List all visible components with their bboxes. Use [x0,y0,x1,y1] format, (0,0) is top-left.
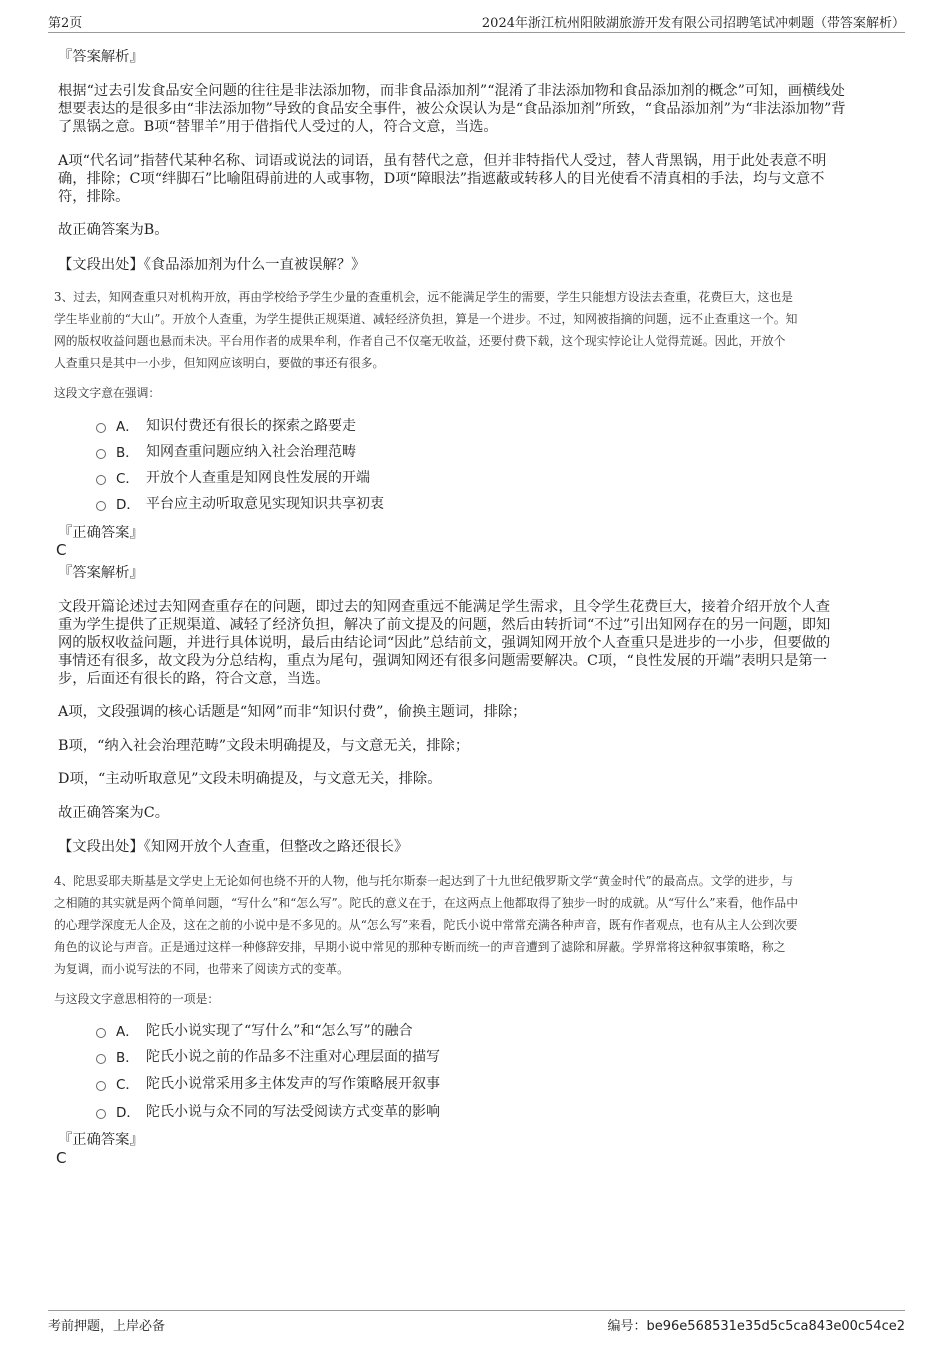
conclusion: 故正确答案为C。 [58,805,170,821]
analysis-heading: 『答案解析』 [58,565,144,581]
option-text: 知识付费还有很长的探索之路要走 [146,418,356,434]
option-text: 陀氏小说与众不同的写法受阅读方式变革的影响 [146,1104,440,1120]
option-d[interactable] [96,1100,440,1122]
correct-answer-heading: 『正确答案』 [58,525,144,541]
option-c[interactable] [96,466,370,488]
exclusion-b: B项，“纳入社会治理范畴”文段未明确提及，与文意无关，排除； [58,738,470,754]
conclusion: 故正确答案为B。 [58,222,169,238]
page-footer [48,1310,905,1333]
option-letter: D． [116,1105,140,1121]
question-prompt: 与这段文字意思相符的一项是： [54,992,220,1006]
option-b[interactable] [96,440,356,462]
source: 【文段出处】《食品添加剂为什么一直被误解？》 [58,257,366,273]
radio-button[interactable] [96,423,106,433]
footer-slogan: 考前押题，上岸必备 [48,1319,166,1334]
question-text-line: 角色的议论与声音。正是通过这样一种修辞安排，早期小说中常见的那种专断而统一的声音遭到了滤除和屏蔽。学界常将这种叙事策略，称之 [54,940,786,954]
analysis-line: 文段开篇论述过去知网查重存在的问题，即过去的知网查重远不能满足学生需求，且令学生花费巨大，接着介绍开放个人查 [58,599,831,615]
option-letter: D． [116,497,140,513]
analysis-line: 网的版权收益问题，并进行具体说明，最后由结论词“因此”总结前文，强调知网开放个人查重只是进步的一小步，但要做的 [58,635,831,651]
question-text-line: 的心理学深度无人企及，这在之前的小说中是不多见的。从“怎么写”来看，陀氏小说中常常充满各种声音，既有作者观点，也有从主人公到次要 [54,918,798,932]
question-prompt: 这段文字意在强调： [54,386,161,400]
source: 【文段出处】《知网开放个人查重，但整改之路还很长》 [58,839,409,855]
document-title: 2024年浙江杭州阳陂湖旅游开发有限公司招聘笔试冲刺题（带答案解析） [481,16,905,31]
correct-answer: C [56,1149,67,1167]
analysis-line: 想要表达的是很多由“非法添加物”导致的食品安全事件，被公众误认为是“食品添加剂”所致，“食品添加剂”为“非法添加物”背 [58,101,846,117]
correct-answer-heading: 『正确答案』 [58,1132,144,1148]
radio-button[interactable] [96,1054,106,1064]
analysis-line: 根据“过去引发食品安全问题的往往是非法添加物，而非食品添加剂”“混淆了非法添加物和食品添加剂的概念”可知，画横线处 [58,83,845,99]
radio-button[interactable] [96,1081,106,1091]
question-text-line: 之相随的其实就是两个简单问题，“写什么”和“怎么写”。陀氏的意义在于，在这两点上他都取得了独步一时的成就。从“写什么”来看，他作品中 [54,896,799,910]
page-header [48,10,905,33]
question-text-line: 人查重只是其中一小步，但知网应该明白，要做的事还有很多。 [54,356,385,370]
exclusion-d: D项，“主动听取意见”文段未明确提及，与文意无关，排除。 [58,771,442,787]
radio-button[interactable] [96,449,106,459]
analysis-line: 了黑锅之意。B项“替罪羊”用于借指代人受过的人，符合文意，当选。 [58,119,498,135]
option-d[interactable] [96,492,384,514]
option-a[interactable] [96,414,356,436]
option-letter: A． [116,1024,139,1040]
option-c[interactable] [96,1072,440,1094]
radio-button[interactable] [96,475,106,485]
option-text: 陀氏小说之前的作品多不注重对心理层面的描写 [146,1049,440,1065]
analysis-line: 步，后面还有很长的路，符合文意，当选。 [58,671,330,687]
question-text-line: 网的版权收益问题也悬而未决。平台用作者的成果牟利，作者自己不仅毫无收益，还要付费下载，这个现实悖论让人觉得荒诞。因此，开放个 [54,334,786,348]
question-text-line: 学生毕业前的“大山”。开放个人查重，为学生提供正规渠道、减轻经济负担，算是一个进步。不过，知网被指摘的问题，远不止查重这一个。知 [54,312,798,326]
document-id: 编号：be96e568531e35d5c5ca843e00c54ce2 [607,1319,905,1334]
analysis-line: A项“代名词”指替代某种名称、词语或说法的词语，虽有替代之意，但并非特指代人受过，替人背黑锅，用于此处表意不明 [58,153,827,169]
option-letter: A． [116,419,139,435]
option-text: 开放个人查重是知网良性发展的开端 [146,470,370,486]
question-text-line: 4、陀思妥耶夫斯基是文学史上无论如何也绕不开的人物，他与托尔斯泰一起达到了十九世纪俄罗斯文学“黄金时代”的最高点。文学的进步，与 [54,874,794,888]
question-text-line: 为复调，而小说写法的不同，也带来了阅读方式的变革。 [54,962,349,976]
option-text: 陀氏小说实现了“写什么”和“怎么写”的融合 [146,1023,413,1039]
correct-answer: C [56,541,67,559]
radio-button[interactable] [96,1109,106,1119]
option-a[interactable] [96,1019,413,1041]
question-text-line: 3、过去，知网查重只对机构开放，再由学校给予学生少量的查重机会，远不能满足学生的需要，学生只能想方设法去查重，花费巨大，这也是 [54,290,793,304]
option-letter: B． [116,1050,139,1066]
option-letter: C． [116,1077,139,1093]
option-letter: C． [116,471,139,487]
analysis-line: 事情还有很多，故文段为分总结构，重点为尾句，强调知网还有很多问题需要解决。C项，“良性发展的开端”表明只是第一 [58,653,827,669]
analysis-line: 符，排除。 [58,189,130,205]
option-b[interactable] [96,1045,440,1067]
analysis-line: 重为学生提供了正规渠道、减轻了经济负担，解决了前文提及的问题，然后由转折词“不过”引出知网存在的另一问题，即知 [58,617,831,633]
option-letter: B． [116,445,139,461]
option-text: 知网查重问题应纳入社会治理范畴 [146,444,356,460]
exclusion-a: A项，文段强调的核心话题是“知网”而非“知识付费”，偷换主题词，排除； [58,704,527,720]
radio-button[interactable] [96,1028,106,1038]
option-text: 陀氏小说常采用多主体发声的写作策略展开叙事 [146,1076,440,1092]
page-number: 第2页 [48,16,83,31]
analysis-heading: 『答案解析』 [58,49,144,65]
option-text: 平台应主动听取意见实现知识共享初衷 [146,496,384,512]
analysis-line: 确，排除；C项“绊脚石”比喻阻碍前进的人或事物，D项“障眼法”指遮蔽或转移人的目光使看不清真相的手法，均与文意不 [58,171,825,187]
radio-button[interactable] [96,501,106,511]
